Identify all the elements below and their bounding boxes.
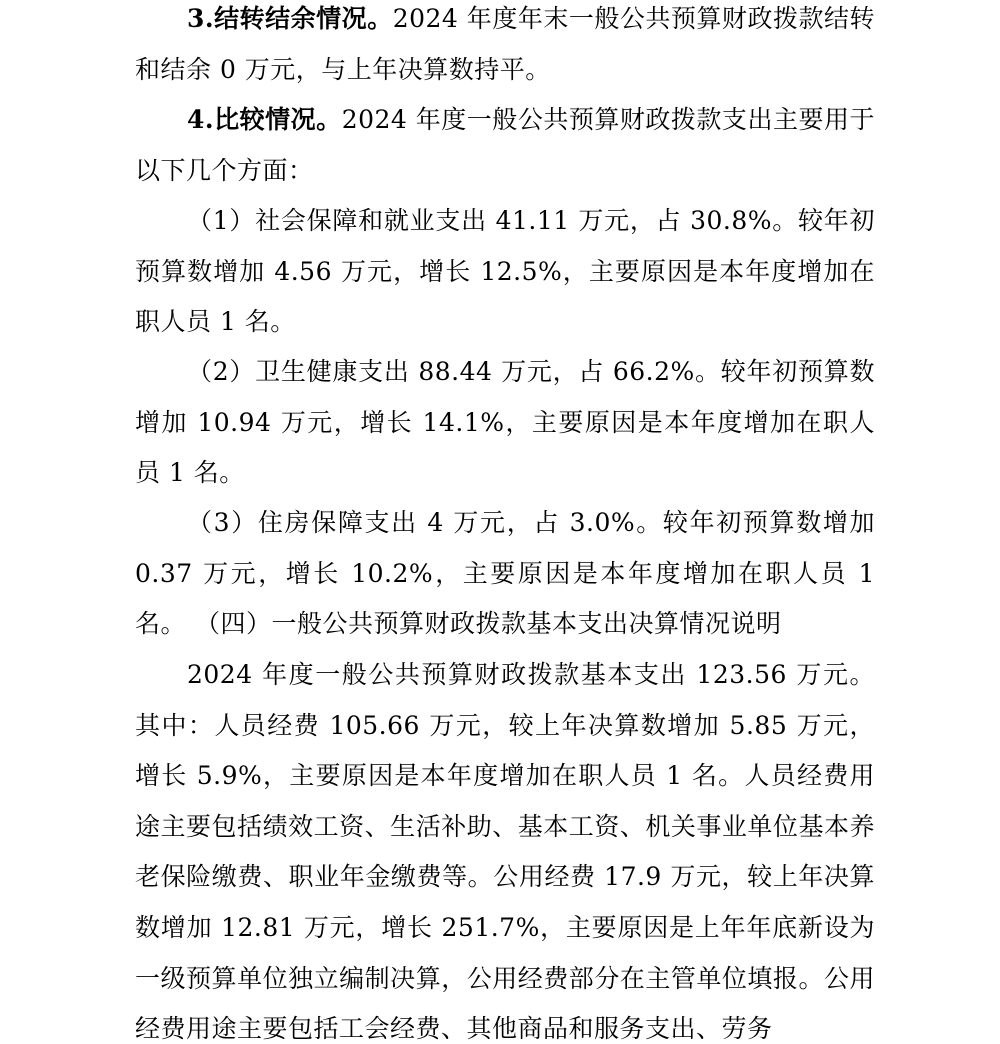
paragraph-text: 2024 年度年末一般公共预算财政拨款结转和结余 0 万元，与上年决算数持平。 [135, 4, 875, 84]
paragraph-health [135, 347, 875, 499]
paragraph-text: （1）社会保障和就业支出 41.11 万元，占 30.8%。较年初预算数增加 4.56 万元，增长 12.5%，主要原因是本年度增加在职人员 1 名。 [135, 206, 875, 337]
paragraph-social-security [135, 196, 875, 348]
paragraph-comparison [135, 95, 875, 196]
paragraph-text: 2024 年度一般公共预算财政拨款基本支出 123.56 万元。其中：人员经费 105.66 万元，较上年决算数增加 5.85 万元，增长 5.9%，主要原因是本年度增加在职人员 1 名。人员经费用途主要包括绩效工资、生活补助、基本工资、机关事业单位基本养老保险缴费、职业年金缴费等。公用经费 17.9 万元，较上年决算数增加 12.81 万元，增长 251.7%，主要原因是上年年底新设为一级预算单位独立编制决算，公用经费部分在主管单位填报。公用经费用途主要包括工会经费、其他商品和服务支出、劳务 [135, 660, 875, 1044]
section-heading [135, 599, 875, 650]
paragraph-text: （3）住房保障支出 4 万元，占 3.0%。较年初预算数增加 0.37 万元，增长 10.2%，主要原因是本年度增加在职人员 1 名。 [135, 508, 875, 639]
paragraph-lead: 3.结转结余情况。 [187, 4, 393, 33]
paragraph-text: （2）卫生健康支出 88.44 万元，占 66.2%。较年初预算数增加 10.94 万元，增长 14.1%，主要原因是本年度增加在职人员 1 名。 [135, 357, 875, 488]
heading-text: （四）一般公共预算财政拨款基本支出决算情况说明 [195, 609, 782, 638]
paragraph-lead: 4.比较情况。 [187, 105, 342, 134]
paragraph-text: 2024 年度一般公共预算财政拨款支出主要用于以下几个方面： [135, 105, 875, 185]
paragraph-basic-expenditure [135, 650, 875, 1044]
paragraph-carryover-balance [135, 0, 875, 95]
